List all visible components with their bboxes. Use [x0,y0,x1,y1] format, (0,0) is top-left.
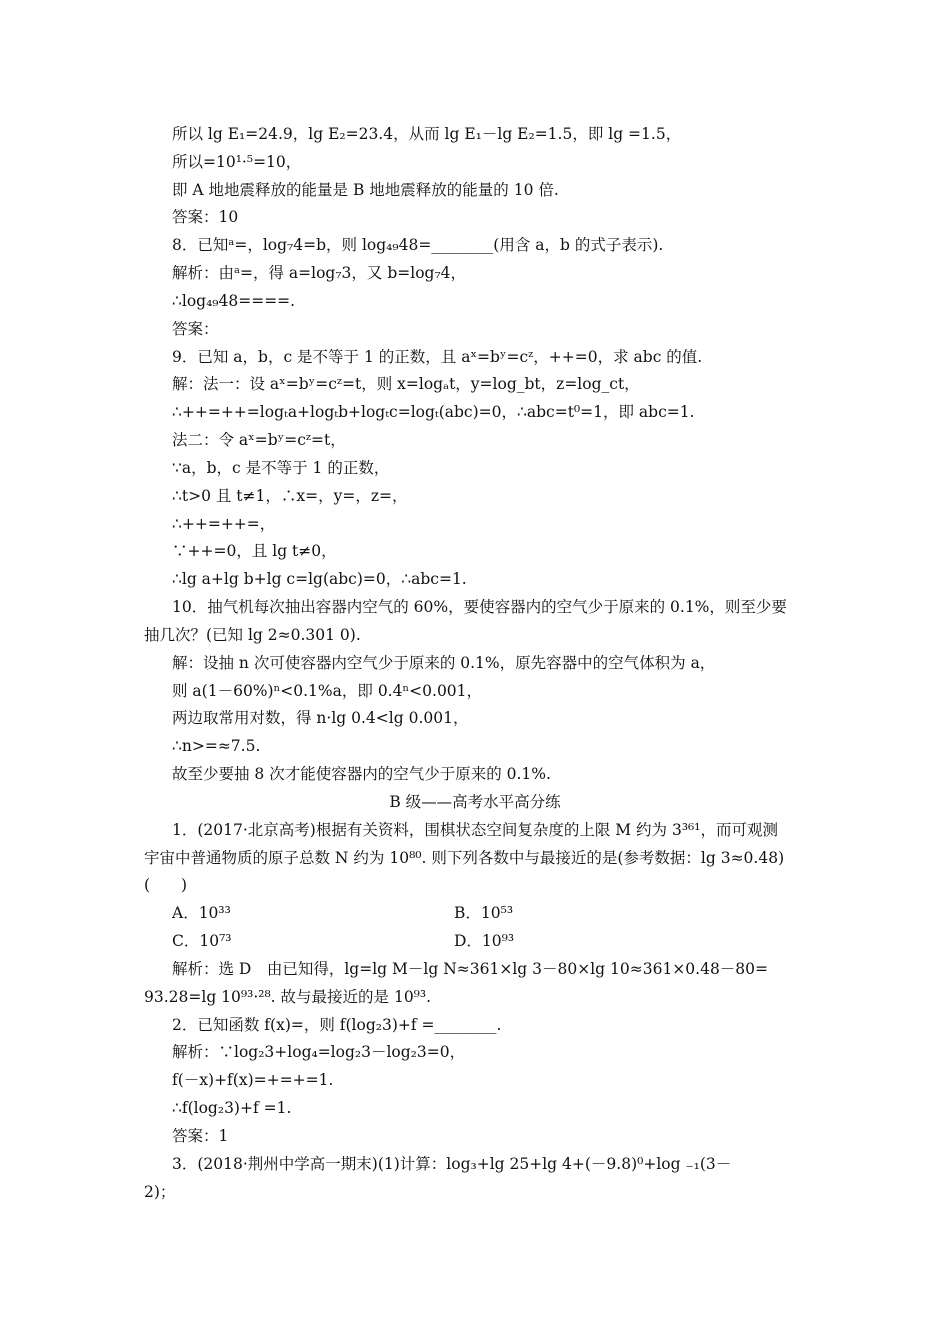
option-a: A．10³³ [172,904,231,922]
text-line: 解析：∵log₂3+log₄=log₂3－log₂3=0， [172,1043,466,1061]
text-line: 即 A 地地震释放的能量是 B 地地震释放的能量的 10 倍. [172,181,559,199]
text-line: ( ) [144,876,188,894]
text-line: 宇宙中普通物质的原子总数 N 约为 10⁸⁰. 则下列各数中与最接近的是(参考数据：lg 3≈0.48) [144,849,785,867]
text-line: 3．(2018·荆州中学高一期末)(1)计算：log₃+lg 25+lg 4+(－9.8)⁰+log ₋₁(3－ [172,1155,732,1173]
text-line: 抽几次？(已知 lg 2≈0.301 0). [144,626,361,644]
text-line: 8．已知ᵃ=，log₇4=b，则 log₄₉48=________(用含 a，b 的式子表示). [172,236,664,254]
text-line: 两边取常用对数，得 n·lg 0.4<lg 0.001， [172,709,469,727]
text-line: 所以=10¹·⁵=10， [172,153,302,171]
text-line: ∴n>=≈7.5. [172,737,261,755]
text-line: ∵++=0，且 lg t≠0， [172,542,337,560]
text-line: 答案：1 [172,1127,229,1145]
text-line: 故至少要抽 8 次才能使容器内的空气少于原来的 0.1%. [172,765,551,783]
text-line: 2．已知函数 f(x)=，则 f(log₂3)+f =________. [172,1016,502,1034]
text-line: 解：设抽 n 次可使容器内空气少于原来的 0.1%，原先容器中的空气体积为 a， [172,654,716,672]
option-b: B．10⁵³ [454,904,514,922]
text-line: 2)； [144,1183,176,1201]
text-line: 93.28=lg 10⁹³·²⁸. 故与最接近的是 10⁹³. [144,988,432,1006]
text-line: 10．抽气机每次抽出容器内空气的 60%，要使容器内的空气少于原来的 0.1%，则至少要 [172,598,787,616]
text-line: 解：法一：设 aˣ=bʸ=cᶻ=t，则 x=logₐt，y=log_bt，z=log_ct， [172,375,640,393]
text-line: 答案： [172,320,219,338]
section-heading: B 级——高考水平高分练 [389,793,561,811]
text-line: ∴f(log₂3)+f =1. [172,1099,292,1117]
text-line: f(－x)+f(x)=+=+=1. [172,1071,334,1089]
text-line: ∴lg a+lg b+lg c=lg(abc)=0，∴abc=1. [172,570,467,588]
text-line: 答案：10 [172,208,239,226]
text-line: 解析：由ᵃ=，得 a=log₇3，又 b=log₇4， [172,264,467,282]
text-line: 法二：令 aˣ=bʸ=cᶻ=t， [172,431,346,449]
text-line: 解析：选 D 由已知得，lg=lg M－lg N≈361×lg 3－80×lg 10≈361×0.48－80= [172,960,769,978]
option-d: D．10⁹³ [454,932,515,950]
text-line: ∴++=++=， [172,515,276,533]
text-line: 9．已知 a，b，c 是不等于 1 的正数，且 aˣ=bʸ=cᶻ，++=0，求 abc 的值. [172,348,703,366]
option-c: C．10⁷³ [172,932,232,950]
text-line: 则 a(1－60%)ⁿ<0.1%a，即 0.4ⁿ<0.001， [172,682,483,700]
text-line: 所以 lg E₁=24.9，lg E₂=23.4，从而 lg E₁－lg E₂=1.5，即 lg =1.5， [172,125,682,143]
text-line: ∴t>0 且 t≠1，∴x=，y=，z=， [172,487,408,505]
text-line: 1．(2017·北京高考)根据有关资料，围棋状态空间复杂度的上限 M 约为 3³⁶¹，而可观测 [172,821,778,839]
text-line: ∴++=++=logₜa+logₜb+logₜc=logₜ(abc)=0，∴abc=t⁰=1，即 abc=1. [172,403,695,421]
text-line: ∴log₄₉48====. [172,292,296,310]
text-line: ∵a，b，c 是不等于 1 的正数， [172,459,390,477]
